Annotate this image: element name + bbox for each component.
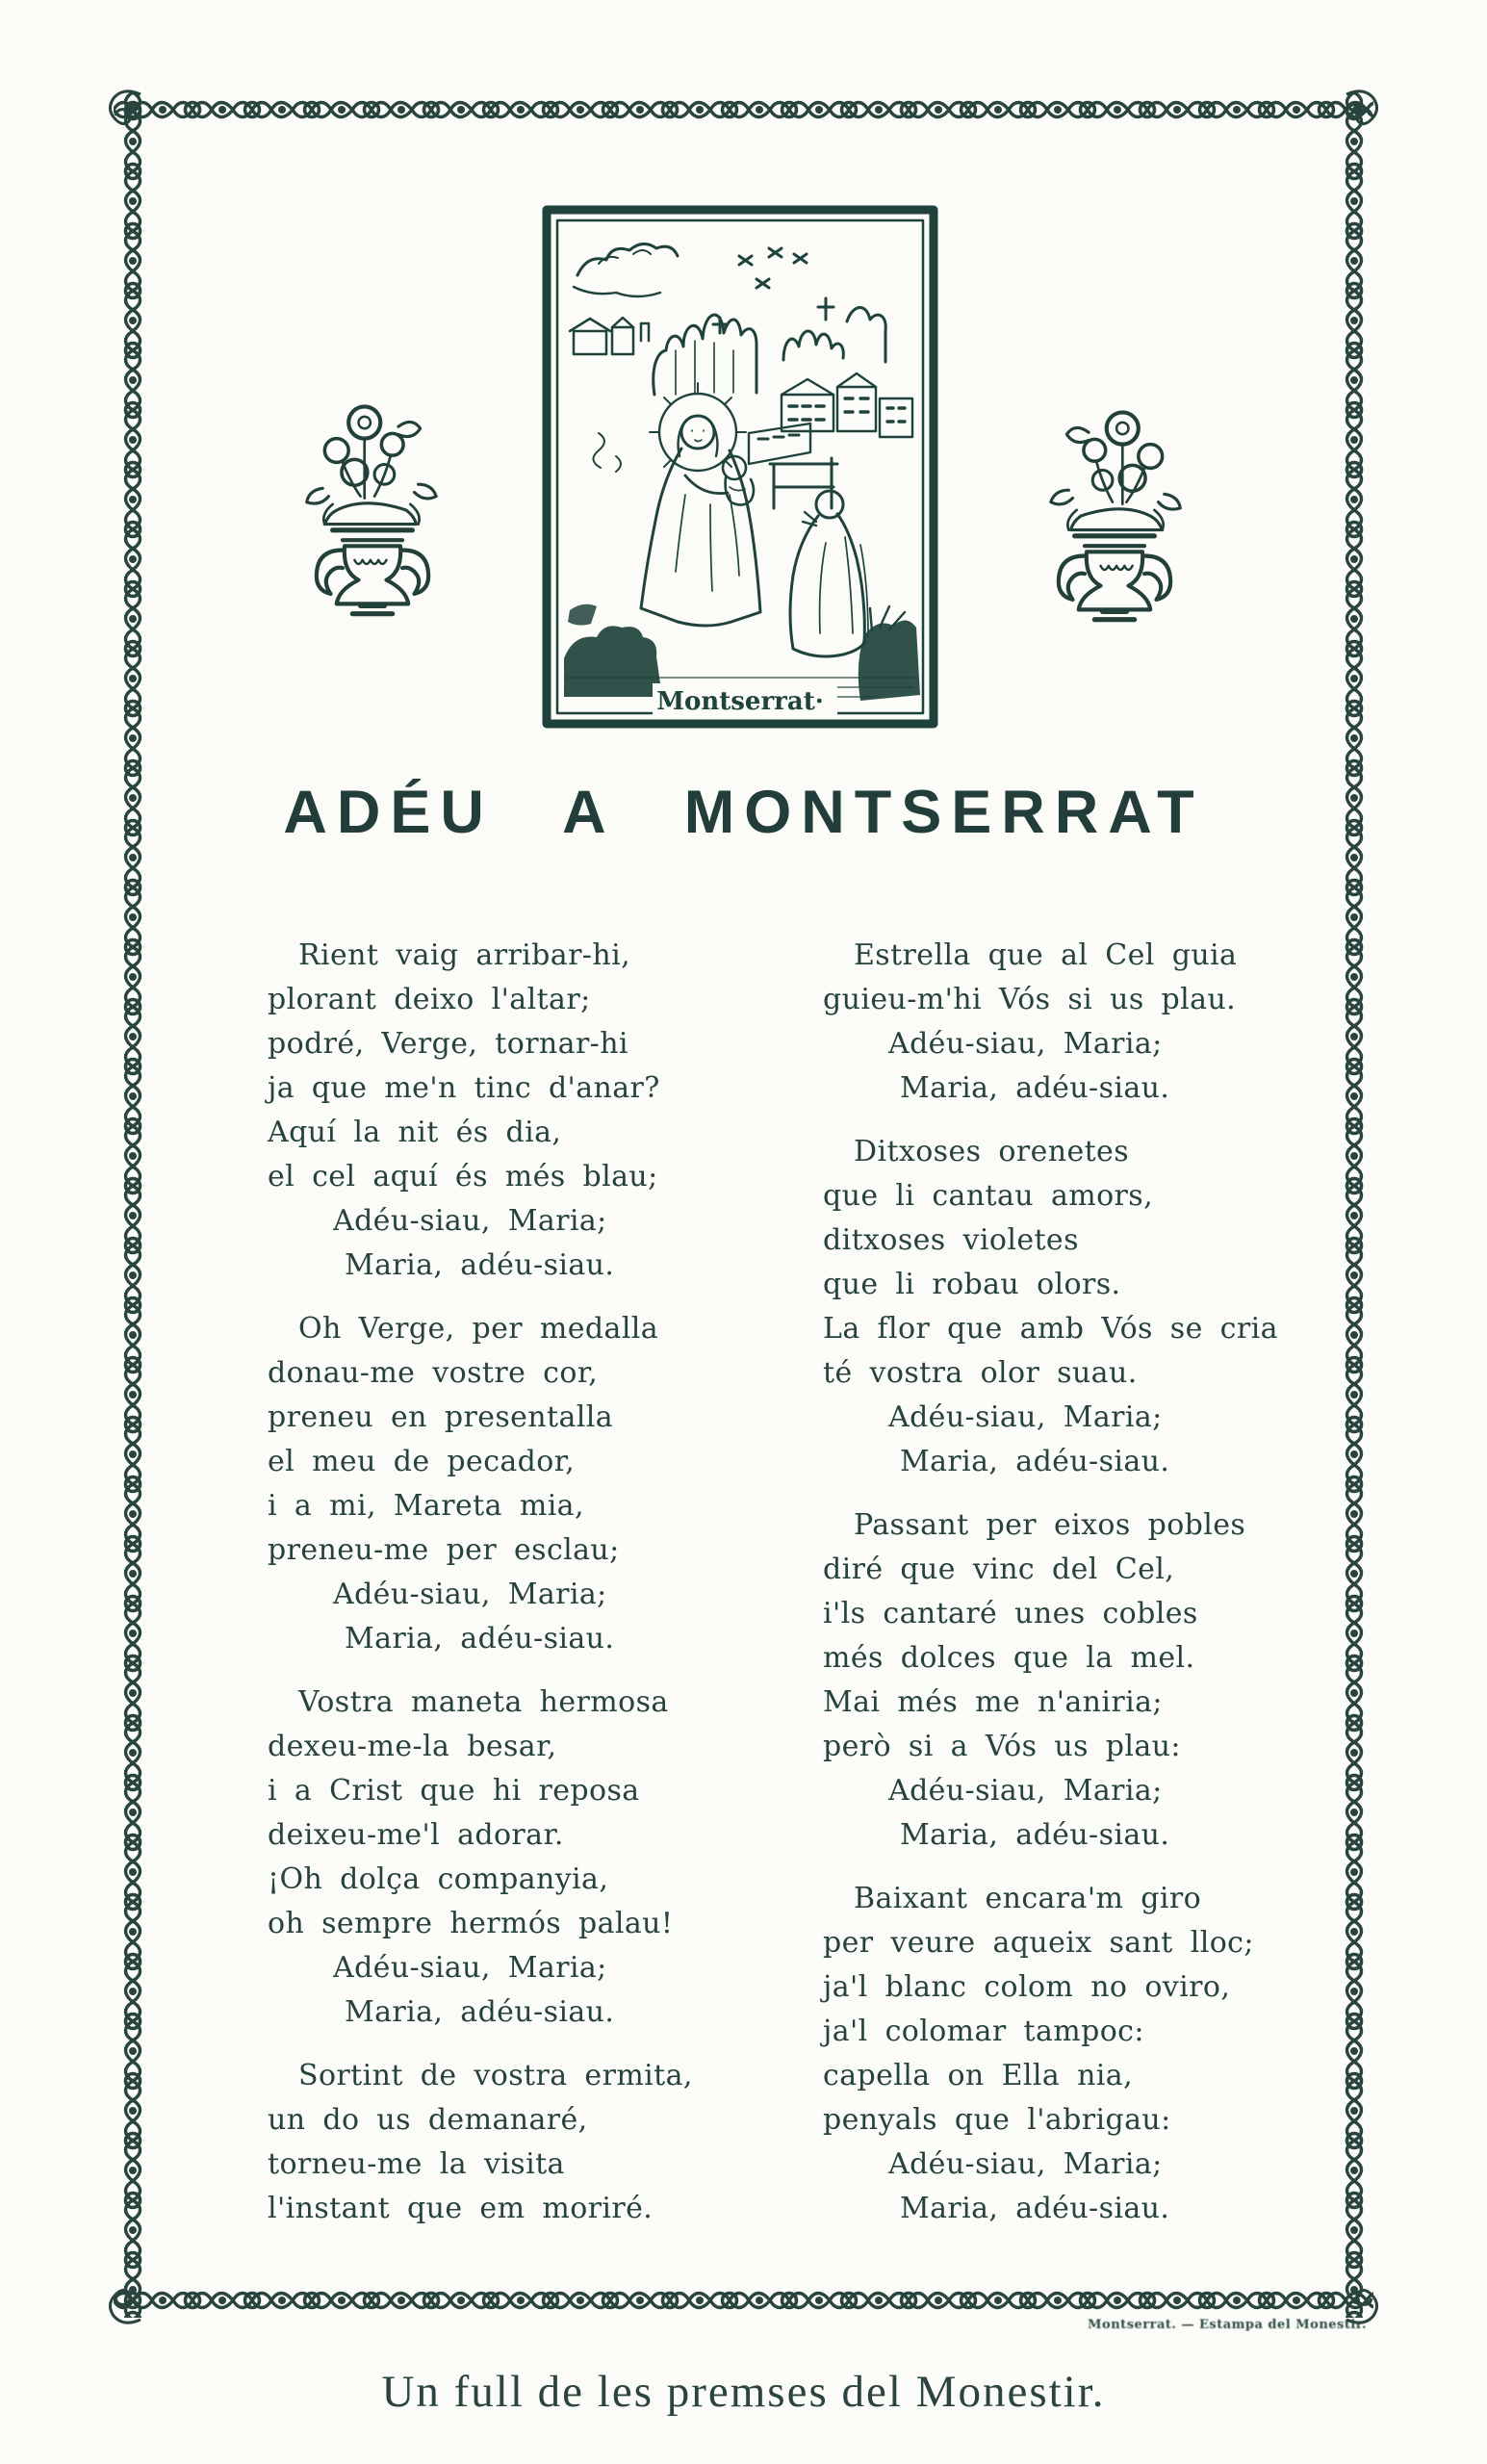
stanza — [823, 1130, 1362, 1484]
poem-line: preneu-me per esclau; — [268, 1533, 620, 1567]
poem-line: preneu en presentalla — [268, 1400, 614, 1434]
poem-line: Maria, adéu-siau. — [345, 1622, 615, 1656]
ornamental-border-bottom — [114, 2283, 1373, 2318]
poem-line: Passant per eixos pobles — [854, 1508, 1246, 1542]
poem-line: oh sempre hermós palau! — [268, 1907, 674, 1940]
poem-column-right — [823, 934, 1362, 2231]
poem-line: podré, Verge, tornar-hi — [268, 1027, 628, 1061]
poem-line: i a mi, Mareta mia, — [268, 1489, 584, 1523]
poem-line: La flor que amb Vós se cria — [823, 1312, 1278, 1346]
poem-line: té vostra olor suau. — [823, 1356, 1138, 1390]
poem-line: Adéu-siau, Maria; — [888, 1774, 1163, 1808]
poem-line: Maria, adéu-siau. — [900, 2192, 1170, 2225]
poem-line: i a Crist que hi reposa — [268, 1774, 640, 1808]
poem-line: capella on Ella nia, — [823, 2059, 1134, 2092]
poem-line: plorant deixo l'altar; — [268, 983, 591, 1016]
poem-line: dexeu-me-la besar, — [268, 1730, 557, 1763]
poem-line: el cel aquí és més blau; — [268, 1160, 658, 1194]
poem-line: donau-me vostre cor, — [268, 1356, 599, 1390]
printer-imprint: Montserrat. — Estampa del Monestir. — [1088, 2318, 1367, 2332]
engraving-caption: Montserrat· — [656, 687, 824, 716]
bottom-caption: Un full de les premses del Monestir. — [381, 2367, 1106, 2417]
poem-line: Maria, adéu-siau. — [900, 1445, 1170, 1478]
stanza — [823, 1877, 1362, 2231]
poem-line: Maria, adéu-siau. — [900, 1818, 1170, 1852]
poem-line: Vostra maneta hermosa — [298, 1685, 669, 1719]
star-icons — [739, 248, 807, 288]
poem-line: Baixant encara'm giro — [854, 1882, 1202, 1915]
poem-line: guieu-m'hi Vós si us plau. — [823, 983, 1237, 1016]
stanza — [268, 934, 807, 1288]
poem-line: Ditxoses orenetes — [854, 1135, 1130, 1168]
border-corner-flourish — [102, 2268, 146, 2329]
ornamental-border-top — [114, 92, 1373, 127]
poem-line: ditxoses violetes — [823, 1223, 1079, 1257]
poem-line: Rient vaig arribar-hi, — [298, 938, 631, 972]
poem-line: Maria, adéu-siau. — [345, 1248, 615, 1282]
ornamental-border-left — [115, 92, 150, 2318]
border-corner-flourish — [1341, 85, 1385, 146]
flower-vase-engraving-right — [1042, 398, 1187, 628]
poem-line: Maria, adéu-siau. — [900, 1071, 1170, 1105]
stanza — [268, 2054, 807, 2231]
stanza — [268, 1681, 807, 2035]
poem-line: deixeu-me'l adorar. — [268, 1818, 564, 1852]
poem-line: Maria, adéu-siau. — [345, 1995, 615, 2029]
poem-line: torneu-me la visita — [268, 2147, 565, 2181]
poem-line: penyals que l'abrigau: — [823, 2103, 1171, 2137]
poem-line: Adéu-siau, Maria; — [888, 2147, 1163, 2181]
border-corner-flourish — [102, 85, 146, 146]
poem-line: però si a Vós us plau: — [823, 1730, 1181, 1763]
poem-line: Mai més me n'aniria; — [823, 1685, 1163, 1719]
poem-line: més dolces que la mel. — [823, 1641, 1195, 1675]
flower-vase-engraving-left — [300, 393, 445, 622]
stanza — [823, 934, 1362, 1111]
poem-line: Adéu-siau, Maria; — [333, 1578, 607, 1611]
poem-line: i'ls cantaré unes cobles — [823, 1597, 1198, 1630]
poem-column-left — [268, 934, 807, 2231]
poem-line: l'instant que em moriré. — [268, 2192, 654, 2225]
poem-line: Adéu-siau, Maria; — [888, 1400, 1163, 1434]
poem-line: Adéu-siau, Maria; — [888, 1027, 1163, 1061]
poem-line: un do us demanaré, — [268, 2103, 588, 2137]
poem-line: ja'l blanc colom no oviro, — [823, 1970, 1231, 2004]
poem-line: el meu de pecador, — [268, 1445, 576, 1478]
montserrat-woodcut-engraving — [541, 204, 939, 730]
poem-line: que li cantau amors, — [823, 1179, 1154, 1213]
poem-line: per veure aqueix sant lloc; — [823, 1926, 1254, 1960]
stanza — [823, 1503, 1362, 1858]
poem-line: Sortint de vostra ermita, — [298, 2059, 693, 2092]
poem-line: ja'l colomar tampoc: — [823, 2015, 1144, 2048]
poem-line: que li robau olors. — [823, 1268, 1121, 1301]
poem-line: Adéu-siau, Maria; — [333, 1204, 607, 1238]
poem-line: Oh Verge, per medalla — [298, 1312, 659, 1346]
stanza — [268, 1307, 807, 1661]
poem-line: Estrella que al Cel guia — [854, 938, 1238, 972]
page-title: ADÉU A MONTSERRAT — [283, 779, 1204, 846]
poem-line: ja que me'n tinc d'anar? — [268, 1071, 660, 1105]
poem-line: Aquí la nit és dia, — [268, 1116, 562, 1149]
poem-line: Adéu-siau, Maria; — [333, 1951, 607, 1985]
poem-line: ¡Oh dolça companyia, — [268, 1862, 609, 1896]
poem-line: diré que vinc del Cel, — [823, 1553, 1175, 1586]
